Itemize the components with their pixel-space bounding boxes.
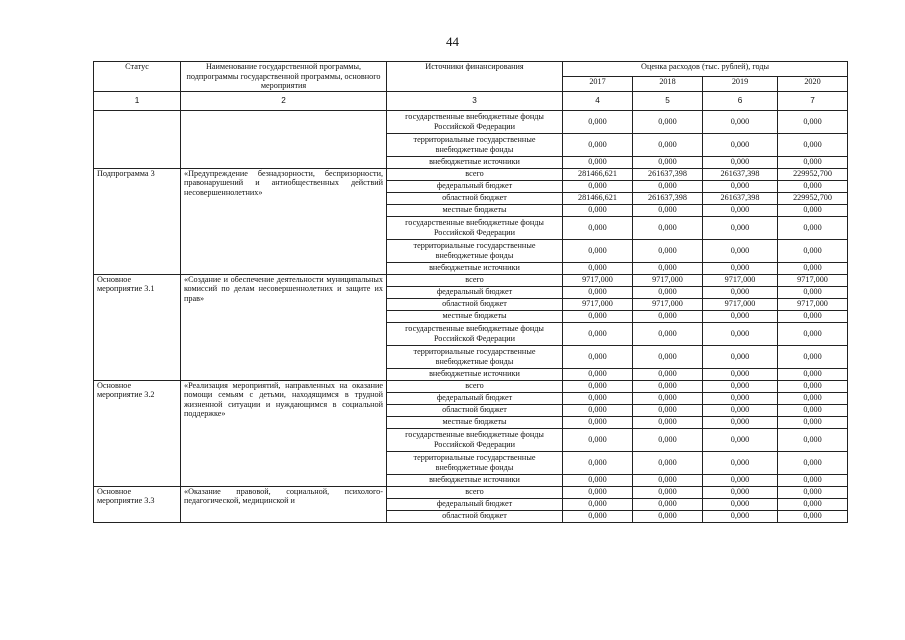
header-year: 2017: [563, 76, 633, 91]
column-number: 4: [563, 91, 633, 110]
amount-cell: 0,000: [633, 204, 703, 216]
amount-cell: 261637,398: [633, 168, 703, 180]
amount-cell: 261637,398: [703, 192, 778, 204]
amount-cell: 0,000: [703, 133, 778, 156]
amount-cell: 0,000: [703, 239, 778, 262]
amount-cell: 0,000: [563, 322, 633, 345]
funding-source-cell: территориальные государственные внебюджетные фонды: [387, 239, 563, 262]
amount-cell: 0,000: [563, 133, 633, 156]
amount-cell: 229952,700: [778, 192, 848, 204]
funding-source-cell: внебюджетные источники: [387, 262, 563, 274]
amount-cell: 0,000: [563, 286, 633, 298]
amount-cell: 0,000: [778, 262, 848, 274]
amount-cell: 0,000: [633, 451, 703, 474]
amount-cell: 0,000: [703, 156, 778, 168]
amount-cell: 0,000: [563, 345, 633, 368]
table-row: [94, 110, 848, 133]
amount-cell: 0,000: [778, 392, 848, 404]
amount-cell: 0,000: [563, 156, 633, 168]
column-number: 2: [181, 91, 387, 110]
amount-cell: 0,000: [633, 180, 703, 192]
amount-cell: 0,000: [778, 239, 848, 262]
amount-cell: 0,000: [778, 180, 848, 192]
amount-cell: 0,000: [703, 416, 778, 428]
funding-source-cell: государственные внебюджетные фонды Российской Федерации: [387, 110, 563, 133]
funding-source-cell: областной бюджет: [387, 404, 563, 416]
table-row: [94, 274, 848, 286]
amount-cell: 0,000: [703, 216, 778, 239]
amount-cell: 229952,700: [778, 168, 848, 180]
amount-cell: 0,000: [633, 404, 703, 416]
status-cell: [94, 110, 181, 168]
amount-cell: 0,000: [633, 486, 703, 498]
funding-source-cell: областной бюджет: [387, 298, 563, 310]
amount-cell: 0,000: [563, 451, 633, 474]
funding-source-cell: всего: [387, 274, 563, 286]
amount-cell: 9717,000: [563, 274, 633, 286]
funding-source-cell: местные бюджеты: [387, 204, 563, 216]
amount-cell: 9717,000: [633, 274, 703, 286]
status-cell: Основное мероприятие 3.2: [94, 380, 181, 486]
page-number: 44: [446, 34, 459, 49]
amount-cell: 0,000: [703, 368, 778, 380]
amount-cell: 0,000: [563, 110, 633, 133]
amount-cell: 9717,000: [778, 298, 848, 310]
amount-cell: 0,000: [703, 322, 778, 345]
header-status: Статус: [94, 62, 181, 92]
budget-table: [93, 61, 848, 523]
funding-source-cell: внебюджетные источники: [387, 474, 563, 486]
header-estimate: Оценка расходов (тыс. рублей), годы: [563, 62, 848, 77]
funding-source-cell: всего: [387, 380, 563, 392]
amount-cell: 0,000: [703, 110, 778, 133]
amount-cell: 0,000: [778, 133, 848, 156]
amount-cell: 0,000: [633, 498, 703, 510]
funding-source-cell: государственные внебюджетные фонды Российской Федерации: [387, 428, 563, 451]
amount-cell: 0,000: [778, 498, 848, 510]
amount-cell: 261637,398: [703, 168, 778, 180]
status-cell: Подпрограмма 3: [94, 168, 181, 274]
amount-cell: 0,000: [778, 428, 848, 451]
amount-cell: 0,000: [633, 110, 703, 133]
amount-cell: 0,000: [778, 486, 848, 498]
column-number: 5: [633, 91, 703, 110]
amount-cell: 0,000: [703, 451, 778, 474]
amount-cell: 0,000: [778, 451, 848, 474]
amount-cell: 0,000: [778, 416, 848, 428]
funding-source-cell: местные бюджеты: [387, 310, 563, 322]
funding-source-cell: территориальные государственные внебюджетные фонды: [387, 133, 563, 156]
amount-cell: 0,000: [778, 474, 848, 486]
amount-cell: 0,000: [633, 133, 703, 156]
amount-cell: 0,000: [778, 156, 848, 168]
column-number: 6: [703, 91, 778, 110]
amount-cell: 0,000: [563, 416, 633, 428]
header-year: 2018: [633, 76, 703, 91]
funding-source-cell: федеральный бюджет: [387, 498, 563, 510]
amount-cell: 0,000: [563, 262, 633, 274]
amount-cell: 0,000: [563, 239, 633, 262]
amount-cell: 0,000: [633, 310, 703, 322]
amount-cell: 0,000: [778, 286, 848, 298]
program-name-cell: [181, 110, 387, 168]
program-name-cell: «Создание и обеспечение деятельности муниципальных комиссий по делам несовершеннолетних и защите их прав»: [181, 274, 387, 380]
amount-cell: 0,000: [778, 310, 848, 322]
amount-cell: 9717,000: [633, 298, 703, 310]
amount-cell: 0,000: [563, 392, 633, 404]
amount-cell: 0,000: [778, 404, 848, 416]
amount-cell: 0,000: [778, 368, 848, 380]
funding-source-cell: территориальные государственные внебюджетные фонды: [387, 451, 563, 474]
amount-cell: 0,000: [563, 204, 633, 216]
table-body: [94, 110, 848, 522]
amount-cell: 0,000: [633, 322, 703, 345]
amount-cell: 9717,000: [563, 298, 633, 310]
amount-cell: 0,000: [633, 474, 703, 486]
funding-source-cell: федеральный бюджет: [387, 286, 563, 298]
amount-cell: 0,000: [633, 392, 703, 404]
amount-cell: 0,000: [703, 180, 778, 192]
amount-cell: 0,000: [633, 345, 703, 368]
amount-cell: 9717,000: [703, 298, 778, 310]
funding-source-cell: государственные внебюджетные фонды Российской Федерации: [387, 322, 563, 345]
header-year: 2020: [778, 76, 848, 91]
funding-source-cell: местные бюджеты: [387, 416, 563, 428]
funding-source-cell: территориальные государственные внебюджетные фонды: [387, 345, 563, 368]
amount-cell: 281466,621: [563, 168, 633, 180]
amount-cell: 0,000: [703, 428, 778, 451]
amount-cell: 0,000: [703, 510, 778, 522]
funding-source-cell: областной бюджет: [387, 192, 563, 204]
program-name-cell: «Оказание правовой, социальной, психолого-педагогической, медицинской и: [181, 486, 387, 522]
funding-source-cell: государственные внебюджетные фонды Российской Федерации: [387, 216, 563, 239]
funding-source-cell: федеральный бюджет: [387, 180, 563, 192]
amount-cell: 0,000: [563, 380, 633, 392]
header-year: 2019: [703, 76, 778, 91]
amount-cell: 0,000: [563, 428, 633, 451]
amount-cell: 0,000: [703, 204, 778, 216]
funding-source-cell: всего: [387, 168, 563, 180]
funding-source-cell: всего: [387, 486, 563, 498]
amount-cell: 0,000: [778, 110, 848, 133]
amount-cell: 0,000: [778, 204, 848, 216]
amount-cell: 261637,398: [633, 192, 703, 204]
amount-cell: 9717,000: [703, 274, 778, 286]
program-name-cell: «Реализация мероприятий, направленных на оказание помощи семьям с детьми, находящимся в трудной жизненной ситуации и нуждающимся в социальной поддержке»: [181, 380, 387, 486]
amount-cell: 281466,621: [563, 192, 633, 204]
amount-cell: 0,000: [703, 404, 778, 416]
amount-cell: 0,000: [778, 380, 848, 392]
amount-cell: 0,000: [563, 216, 633, 239]
amount-cell: 0,000: [703, 380, 778, 392]
amount-cell: 0,000: [633, 216, 703, 239]
amount-cell: 0,000: [703, 392, 778, 404]
funding-source-cell: внебюджетные источники: [387, 156, 563, 168]
amount-cell: 0,000: [633, 239, 703, 262]
column-number: 1: [94, 91, 181, 110]
amount-cell: 0,000: [778, 345, 848, 368]
amount-cell: 0,000: [778, 216, 848, 239]
amount-cell: 0,000: [563, 310, 633, 322]
funding-source-cell: областной бюджет: [387, 510, 563, 522]
amount-cell: 0,000: [703, 345, 778, 368]
amount-cell: 0,000: [633, 380, 703, 392]
amount-cell: 0,000: [703, 486, 778, 498]
amount-cell: 0,000: [563, 474, 633, 486]
amount-cell: 0,000: [633, 156, 703, 168]
status-cell: Основное мероприятие 3.1: [94, 274, 181, 380]
amount-cell: 0,000: [633, 416, 703, 428]
amount-cell: 0,000: [563, 368, 633, 380]
amount-cell: 0,000: [563, 486, 633, 498]
amount-cell: 0,000: [633, 286, 703, 298]
amount-cell: 9717,000: [778, 274, 848, 286]
status-cell: Основное мероприятие 3.3: [94, 486, 181, 522]
column-number: 3: [387, 91, 563, 110]
table-row: [94, 486, 848, 498]
amount-cell: 0,000: [563, 510, 633, 522]
amount-cell: 0,000: [778, 510, 848, 522]
amount-cell: 0,000: [703, 474, 778, 486]
amount-cell: 0,000: [703, 498, 778, 510]
amount-cell: 0,000: [703, 310, 778, 322]
amount-cell: 0,000: [633, 368, 703, 380]
column-number: 7: [778, 91, 848, 110]
amount-cell: 0,000: [633, 428, 703, 451]
header-name: Наименование государственной программы, подпрограммы государственной программы, основного мероприятия: [181, 62, 387, 92]
amount-cell: 0,000: [563, 498, 633, 510]
amount-cell: 0,000: [703, 262, 778, 274]
amount-cell: 0,000: [633, 510, 703, 522]
amount-cell: 0,000: [633, 262, 703, 274]
amount-cell: 0,000: [563, 180, 633, 192]
funding-source-cell: внебюджетные источники: [387, 368, 563, 380]
amount-cell: 0,000: [563, 404, 633, 416]
header-sources: Источники финансирования: [387, 62, 563, 92]
funding-source-cell: федеральный бюджет: [387, 392, 563, 404]
table-row: [94, 380, 848, 392]
table-row: [94, 168, 848, 180]
amount-cell: 0,000: [778, 322, 848, 345]
program-name-cell: «Предупреждение безнадзорности, беспризорности, правонарушений и антиобщественных действий несовершеннолетних»: [181, 168, 387, 274]
amount-cell: 0,000: [703, 286, 778, 298]
